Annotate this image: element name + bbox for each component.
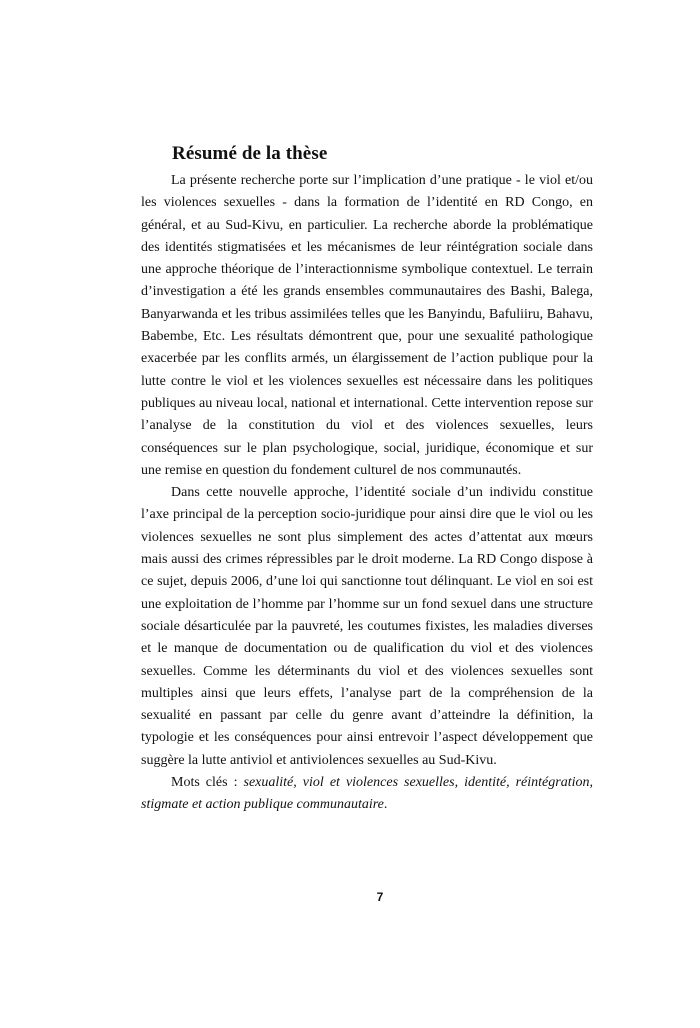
page-title: Résumé de la thèse	[172, 143, 328, 164]
abstract-paragraph-1: La présente recherche porte sur l’implication d’une pratique - le viol et/ou les violences sexuelles - dans la formation de l’identité en RD Congo, en général, et au Sud-Kivu, en particulier. La recherche aborde la problématique des identités stigmatisées et les mécanismes de leur réintégration sociale dans une approche théorique de l’interactionnisme symbolique contextuel. Le terrain d’investigation a été les grands ensembles communautaires des Bashi, Balega, Banyarwanda et les tribus assimilées telles que les Banyindu, Bafuliiru, Bahavu, Babembe, Etc. Les résultats démontrent que, pour une sexualité pathologique exacerbée par les conflits armés, un élargissement de l’action publique pour la lutte contre le viol et les violences sexuelles est nécessaire dans les politiques publiques au niveau local, national et international. Cette intervention repose sur l’analyse de la constitution du viol et des violences sexuelles, leurs conséquences sur le plan psychologique, social, juridique, économique et sur une remise en question du fondement culturel de nos communautés.	[141, 173, 593, 478]
keywords-label: Mots clés :	[171, 775, 244, 791]
page-number: 7	[376, 890, 384, 904]
keywords-end: .	[383, 797, 388, 813]
abstract-body	[141, 170, 593, 817]
keywords-text: sexualité, viol et violences sexuelles, identité, réintégration, stigmate et action publique communautaire	[141, 775, 593, 813]
abstract-paragraph-2: Dans cette nouvelle approche, l’identité sociale d’un individu constitue l’axe principal de la perception socio-juridique pour ainsi dire que le viol ou les violences sexuelles ne sont plus simplement des actes d’attentat aux mœurs mais aussi des crimes répressibles par le droit moderne. La RD Congo dispose à ce sujet, depuis 2006, d’une loi qui sanctionne tout délinquant. Le viol en soi est une exploitation de l’homme par l’homme sur un fond sexuel dans une structure sociale désarticulée par la pauvreté, les coutumes fixistes, les maladies diverses et le manque de documentation ou de qualification du viol et des violences sexuelles. Comme les déterminants du viol et des violences sexuelles sont multiples ainsi que leurs effets, l’analyse part de la compréhension de la sexualité en passant par celle du genre avant d’atteindre la définition, la typologie et les conséquences pour ainsi entrevoir l’aspect développement que suggère la lutte antiviol et antiviolences sexuelles au Sud-Kivu.	[141, 485, 593, 768]
keywords-paragraph	[141, 772, 593, 817]
